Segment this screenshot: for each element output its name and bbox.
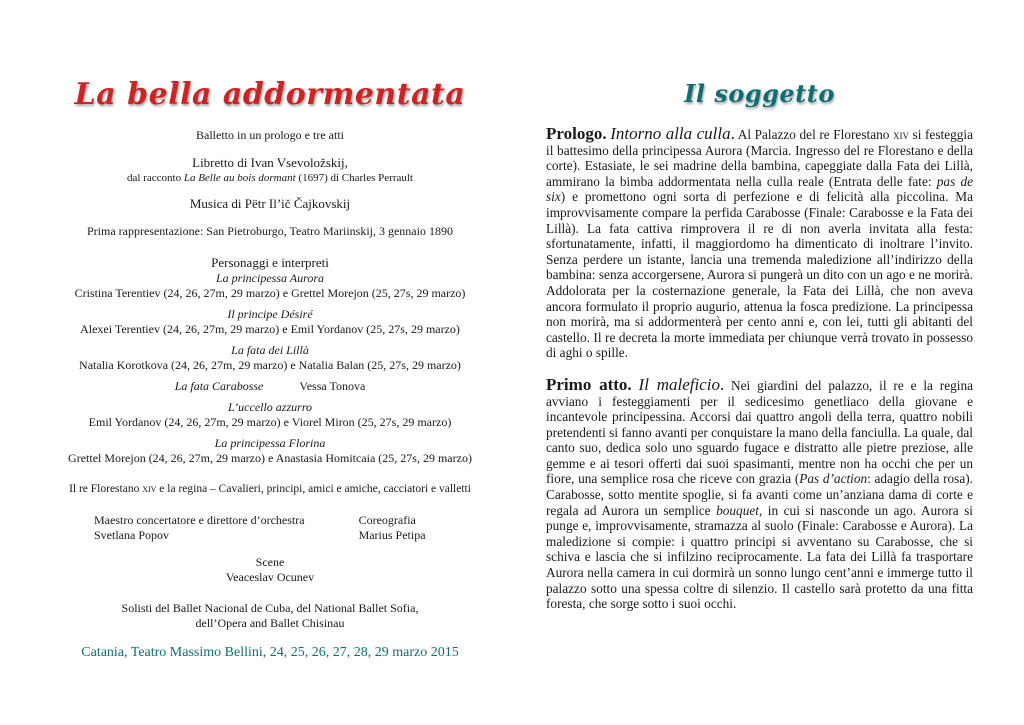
- prologue-paragraph: Prologo. Intorno alla culla. Al Palazzo del re Florestano xiv si festeggia il battesimo della principessa Aurora (Marcia. Ingresso del re Florestano e della corte). Estasiate, le sei madrine della bambina, capeggiate dalla Fata dei Lillà, ammirano la bimba addormentata nella culla reale (Entrata delle fate: pas de six) e promettono ogni sorta di perfezione e di felicità alla piccolina. Ma improvvisamente compare la perfida Carabosse (Finale: Carabosse e la Fata dei Lillà). La fata cattiva rimprovera il re di non averla invitata alla festa: sfortunatamente, infatti, il maggiordomo ha dimenticato di inoltrare l’invito. Senza perdere un istante, lancia una tremenda maledizione all’indirizzo della bambina: senza accorgersene, Aurora si pungerà un dito con un ago e ne morirà. Addolorata per la costernazione generale, la Fata dei Lillà, che non aveva ancora formulato il proprio augurio, attenua la fosca predizione. La principessa non morirà, ma si addormenterà per cento anni e, con lei, tutti gli abitanti del castello. Il re decreta la morte immediata per chiunque verrà trovato in possesso di aghi o spille.: [546, 124, 973, 361]
- role-block-desire: [40, 307, 500, 337]
- premiere: Prima rappresentazione: San Pietroburgo, Teatro Mariinskij, 3 gennaio 1890: [87, 224, 453, 238]
- soloists-line-1: Solisti del Ballet Nacional de Cuba, del National Ballet Sofia,: [121, 601, 419, 615]
- synopsis-column: [546, 75, 973, 612]
- role-name: L’uccello azzurro: [227, 400, 313, 414]
- conductor-name: Svetlana Popov: [94, 528, 169, 542]
- role-name: La fata Carabosse: [174, 379, 264, 393]
- program-column: [40, 75, 500, 661]
- role-block-lilla: [40, 343, 500, 373]
- venue-dates: Catania, Teatro Massimo Bellini, 24, 25, 26, 27, 28, 29 marzo 2015: [81, 645, 459, 660]
- music-credit: Musica di Pëtr Il’ič Čajkovskij: [189, 196, 351, 211]
- role-block-aurora: [40, 271, 500, 301]
- role-name: La principessa Aurora: [215, 271, 324, 285]
- conductor-label: Maestro concertatore e direttore d’orchestra: [94, 513, 305, 527]
- role-cast: Alexei Terentiev (24, 26, 27m, 29 marzo) e Emil Yordanov (25, 27s, 29 marzo): [80, 322, 460, 336]
- choreography-label: Coreografia: [358, 513, 416, 527]
- act-one-paragraph: Primo atto. Il maleficio. Nei giardini del palazzo, il re e la regina avviano i festeggiamenti per il sedicesimo genetliaco della giovane e incantevole principessina. Accorsi dai quattro angoli della terra, quattro nobili pretendenti si fanno avanti per conquistare la mano della fanciulla. La quale, dal canto suo, dedica solo uno sguardo fugace e distratto alle pietre preziose, alle gemme e ai tesori offerti dai suoi spasimanti, mentre non ha occhi che per un fiore, una semplice rosa che riceve con grazia (Pas d’action: adagio della rosa). Carabosse, sotto mentite spoglie, si fa avanti come un’anziana dama di corte e regala ad Aurora un semplice bouquet, in cui si nasconde un ago. Aurora si punge e, improvvisamente, stramazza al suolo (Finale: Carabosse e Aurora). La maledizione si compie: i quattro principi si avventano su Carabosse, che si schiva e lascia che si infilzino reciprocamente. La fata dei Lillà fa trasportare Aurora nella camera in cui dormirà un sonno lungo cent’anni e immerge tutto il palazzo sotto una spessa coltre di silenzio. Il castello sarà protetto da una fitta foresta, che sorge sotto i suoi occhi.: [546, 374, 973, 612]
- role-block-uccello: [40, 400, 500, 430]
- role-name: La fata dei Lillà: [231, 343, 309, 357]
- scene-label: Scene: [255, 555, 285, 569]
- role-block-florina: [40, 436, 500, 466]
- ballet-title: La bella addormentata: [74, 77, 466, 112]
- scene-name: Veaceslav Ocunev: [225, 570, 315, 584]
- role-cast: Grettel Morejon (24, 26, 27m, 29 marzo) e Anastasia Homitcaia (25, 27s, 29 marzo): [68, 451, 472, 465]
- cast-heading: Personaggi e interpreti: [211, 255, 329, 270]
- synopsis-title: Il soggetto: [684, 79, 835, 108]
- libretto-source: dal racconto La Belle au bois dormant (1697) di Charles Perrault: [127, 172, 413, 184]
- role-name: Il principe Désiré: [227, 307, 313, 321]
- ensemble: Il re Florestano xiv e la regina – Cavalieri, principi, amici e amiche, cacciatori e valletti: [69, 483, 471, 495]
- choreography-credit: [359, 513, 426, 543]
- choreography-name: Marius Petipa: [358, 528, 426, 542]
- role-cast: Emil Yordanov (24, 26, 27m, 29 marzo) e Viorel Miron (25, 27s, 29 marzo): [88, 415, 452, 429]
- role-block-carabosse: [40, 379, 500, 394]
- crew-credits: [40, 513, 500, 543]
- role-cast: Cristina Terentiev (24, 26, 27m, 29 marzo) e Grettel Morejon (25, 27s, 29 marzo): [74, 286, 466, 300]
- subtitle: Balletto in un prologo e tre atti: [196, 128, 344, 142]
- libretto: Libretto di Ivan Vsevoložskij,: [192, 155, 348, 170]
- role-cast: Natalia Korotkova (24, 26, 27m, 29 marzo) e Natalia Balan (25, 27s, 29 marzo): [79, 358, 461, 372]
- conductor-credit: [94, 513, 305, 543]
- role-cast: Vessa Tonova: [299, 379, 366, 393]
- role-name: La principessa Florina: [214, 436, 326, 450]
- soloists-line-2: dell’Opera and Ballet Chisinau: [195, 616, 345, 630]
